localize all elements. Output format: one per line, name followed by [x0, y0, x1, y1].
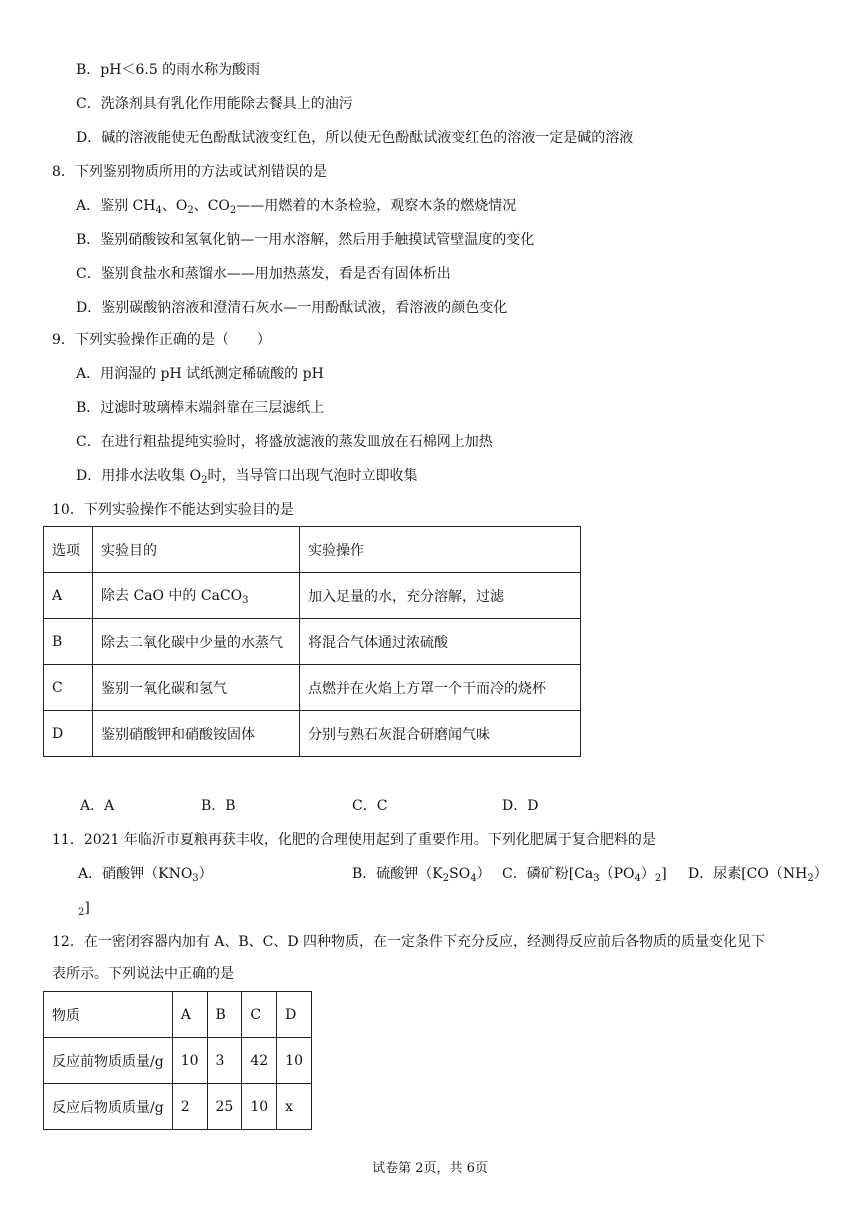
q12-table [43, 991, 312, 1130]
q11-stem: 11．2021 年临沂市夏粮再获丰收，化肥的合理使用起到了重要作用。下列化肥属于复合肥料的是 [52, 832, 656, 848]
table-row [44, 1038, 312, 1084]
q8-option-b: B．鉴别硝酸铵和氢氧化钠—一用水溶解，然后用手触摸试管壁温度的变化 [76, 232, 535, 248]
q7-option-d: D．碱的溶液能使无色酚酞试液变红色，所以使无色酚酞试液变红色的溶液一定是碱的溶液 [76, 130, 634, 146]
q11-option-d-wrap: $_2$] [78, 900, 90, 918]
q8-option-a: A．鉴别 $CH_4$、$O_2$、$CO_2——$用燃着的木条检验，观察木条的燃烧情况 [76, 198, 517, 216]
q8-option-d: D．鉴别碳酸钠溶液和澄清石灰水—一用酚酞试液，看溶液的颜色变化 [76, 300, 508, 316]
table-row [44, 665, 581, 711]
table-cell: B [44, 619, 93, 665]
q9-option-b: B．过滤时玻璃棒末端斜靠在三层滤纸上 [76, 400, 325, 416]
q7-option-c: C．洗涤剂具有乳化作用能除去餐具上的油污 [76, 96, 353, 112]
table-row [44, 527, 581, 573]
q12-stem-line1: 12．在一密闭容器内加有 A、B、C、D 四种物质，在一定条件下充分反应，经测得反应前后各物质的质量变化见下 [52, 934, 766, 950]
table-cell: x [277, 1084, 312, 1130]
table-cell: 将混合气体通过浓硫酸 [300, 619, 581, 665]
table-cell: 反应前物质质量/g [44, 1038, 173, 1084]
table-cell: 10 [242, 1084, 277, 1130]
table-row [44, 711, 581, 757]
q10-choice-c: C．C [352, 798, 388, 814]
table-header-cell: 物质 [44, 992, 173, 1038]
page-footer: 试卷第 2页，共 6页 [372, 1161, 488, 1176]
table-cell: 25 [207, 1084, 242, 1130]
q9-option-a: A．用润湿的 pH 试纸测定稀硫酸的 pH [76, 366, 324, 382]
table-header-cell: 实验操作 [300, 527, 581, 573]
q11-option-b: B．硫酸钾$(K_2SO_4)$ [352, 866, 491, 884]
table-cell: 反应后物质质量/g [44, 1084, 173, 1130]
q10-choice-a: A．A [80, 798, 115, 814]
table-cell: 除去二氧化碳中少量的水蒸气 [93, 619, 300, 665]
table-row [44, 992, 312, 1038]
q11-option-c: C．磷矿粉$[Ca_3(PO_4)_2]$ [502, 866, 667, 884]
q9-stem: 9．下列实验操作正确的是（ ） [52, 332, 271, 348]
table-header-cell: D [277, 992, 312, 1038]
q12-stem-line2: 表所示。下列说法中正确的是 [52, 966, 234, 982]
table-row [44, 1084, 312, 1130]
table-cell: 除去 CaO 中的 CaCO$_3$ [93, 573, 300, 619]
q11-option-d: D．尿素[$CO(NH_2)$ [688, 866, 828, 884]
table-cell: A [44, 573, 93, 619]
table-cell: 3 [207, 1038, 242, 1084]
table-cell: 42 [242, 1038, 277, 1084]
table-cell: 10 [172, 1038, 207, 1084]
q8-stem: 8．下列鉴别物质所用的方法或试剂错误的是 [52, 164, 327, 180]
table-header-cell: A [172, 992, 207, 1038]
q10-choice-b: B．B [201, 798, 236, 814]
table-cell: 鉴别硝酸钾和硝酸铵固体 [93, 711, 300, 757]
table-header-cell: B [207, 992, 242, 1038]
table-cell: 点燃并在火焰上方罩一个干而冷的烧杯 [300, 665, 581, 711]
table-header-cell: C [242, 992, 277, 1038]
q7-option-b: B．pH＜6.5 的雨水称为酸雨 [76, 62, 261, 78]
q11-option-a: A．硝酸钾$(KNO_3)$ [78, 866, 213, 884]
table-header-cell: 选项 [44, 527, 93, 573]
table-cell: D [44, 711, 93, 757]
q9-option-d: D．用排水法收集 $O_2$时，当导管口出现气泡时立即收集 [76, 468, 418, 486]
q9-option-c: C．在进行粗盐提纯实验时，将盛放滤液的蒸发皿放在石棉网上加热 [76, 434, 493, 450]
table-cell: C [44, 665, 93, 711]
table-header-cell: 实验目的 [93, 527, 300, 573]
table-cell: 2 [172, 1084, 207, 1130]
table-cell: 分别与熟石灰混合研磨闻气味 [300, 711, 581, 757]
q10-table [43, 526, 581, 757]
table-row [44, 573, 581, 619]
table-cell: 10 [277, 1038, 312, 1084]
q8-option-c: C．鉴别食盐水和蒸馏水——用加热蒸发，看是否有固体析出 [76, 266, 451, 282]
table-cell: 鉴别一氧化碳和氢气 [93, 665, 300, 711]
q10-choice-d: D．D [502, 798, 539, 814]
table-row [44, 619, 581, 665]
table-cell: 加入足量的水，充分溶解，过滤 [300, 573, 581, 619]
q10-stem: 10．下列实验操作不能达到实验目的是 [52, 502, 294, 518]
